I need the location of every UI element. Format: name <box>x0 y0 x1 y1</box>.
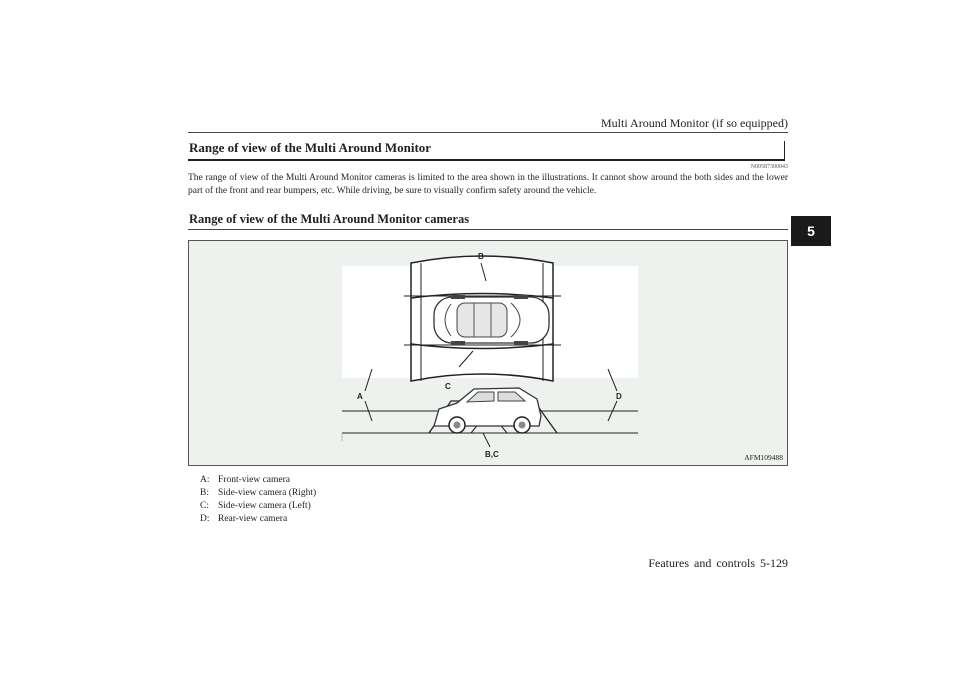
section-rule <box>188 159 785 161</box>
camera-range-illustration <box>188 240 788 466</box>
running-header: Multi Around Monitor (if so equipped) <box>601 116 788 130</box>
label-c: C <box>445 382 451 391</box>
subsection-title: Range of view of the Multi Around Monitor cameras <box>189 212 470 226</box>
camera-legend <box>200 474 316 526</box>
camera-range-drawing <box>189 241 789 467</box>
label-a: A <box>357 392 363 401</box>
section-title: Range of view of the Multi Around Monitor <box>189 140 432 155</box>
header-rule <box>188 132 788 133</box>
chapter-tab: 5 <box>791 216 831 246</box>
car-side-view <box>434 388 541 433</box>
section-code: N00587300043 <box>750 164 788 170</box>
figure-code: AFM109488 <box>744 453 783 462</box>
legend-item: A: Front-view camera <box>200 475 291 485</box>
section-rule-tick <box>784 141 785 160</box>
page-footer: Features and controls 5-129 <box>648 556 788 570</box>
car-top-view <box>434 295 549 345</box>
legend-item: B: Side-view camera (Right) <box>200 488 317 498</box>
section-body-text: The range of view of the Multi Around Monitor cameras is limited to the area shown in the illustrations. It cannot show around the both sides and the lower part of the front and rear bumpers, etc. While driving, be sure to visually confirm safety around the vehicle. <box>188 173 788 196</box>
label-d: D <box>616 392 622 401</box>
label-bc: B,C <box>485 450 499 459</box>
subsection-rule <box>188 229 788 230</box>
label-b: B <box>478 252 484 261</box>
legend-item: D: Rear-view camera <box>200 514 288 524</box>
range-front <box>411 256 553 298</box>
legend-item: C: Side-view camera (Left) <box>200 501 311 511</box>
